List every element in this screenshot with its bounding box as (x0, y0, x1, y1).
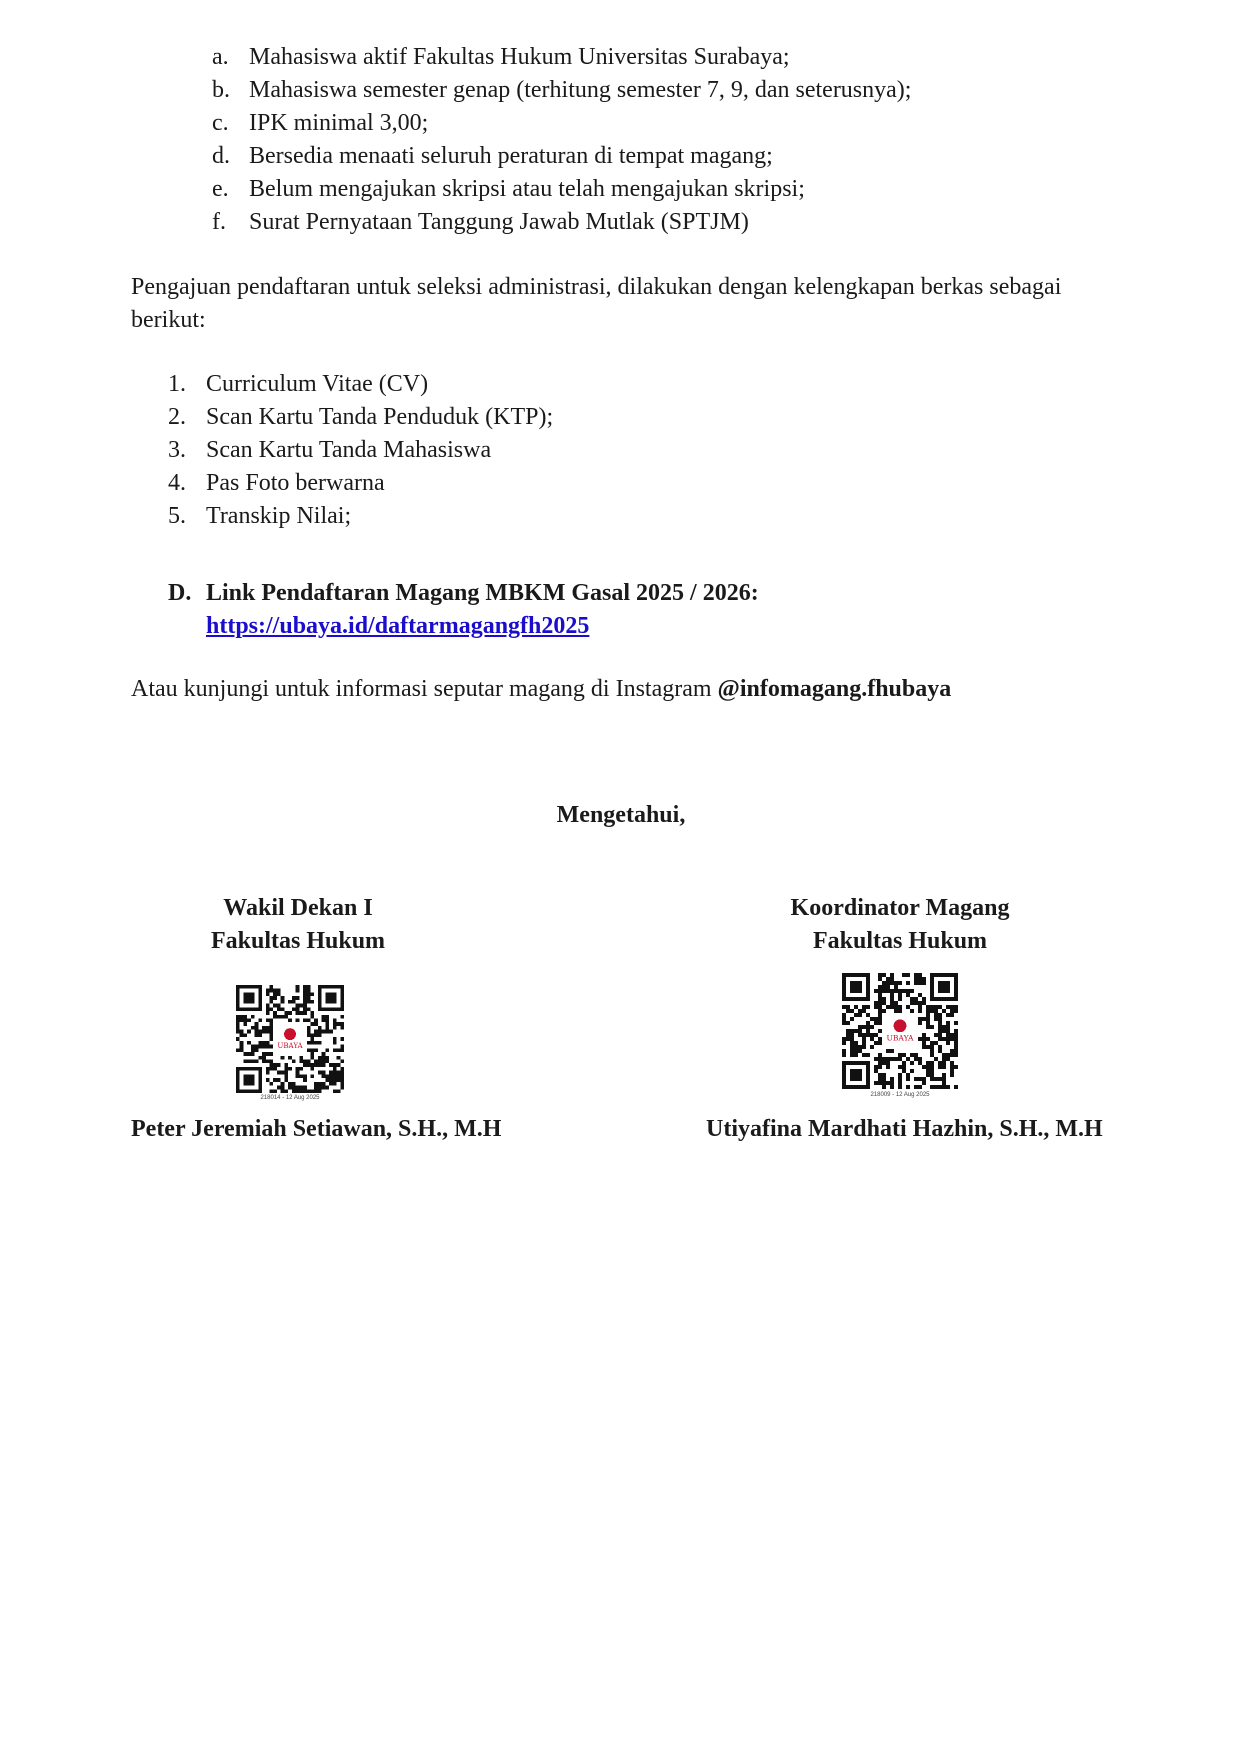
list-item: Mahasiswa semester genap (terhitung semester 7, 9, dan seterusnya); (249, 77, 912, 103)
list-marker: b. (212, 77, 230, 103)
list-item: Transkip Nilai; (206, 503, 352, 529)
signatory-role: Wakil Dekan I (223, 895, 373, 921)
instagram-prefix: Atau kunjungi untuk informasi seputar magang di Instagram (131, 676, 718, 702)
list-marker: 5. (168, 503, 186, 529)
list-marker: 3. (168, 437, 186, 463)
list-item: Belum mengajukan skripsi atau telah mengajukan skripsi; (249, 176, 805, 202)
instagram-handle: @infomagang.fhubaya (717, 676, 952, 702)
list-item: Scan Kartu Tanda Penduduk (KTP); (206, 404, 554, 430)
qr-caption: 218014 - 12 Aug 2025 (260, 1095, 320, 1101)
list-item: Curriculum Vitae (CV) (206, 371, 429, 397)
signatory-name: Utiyafina Mardhati Hazhin, S.H., M.H (706, 1116, 1103, 1142)
list-marker: 4. (168, 470, 186, 496)
ubaya-logo-text: UBAYA (886, 1033, 914, 1043)
list-item: Mahasiswa aktif Fakultas Hukum Universitas Surabaya; (249, 44, 790, 70)
list-marker: d. (212, 143, 230, 169)
intro-paragraph-line: Pengajuan pendaftaran untuk seleksi administrasi, dilakukan dengan kelengkapan berkas sebagai (131, 274, 1062, 300)
intro-paragraph-line: berikut: (131, 307, 206, 333)
acknowledgement: Mengetahui, (556, 802, 686, 828)
ubaya-emblem-icon (284, 1028, 296, 1040)
qr-code-signature (842, 973, 958, 1089)
list-marker: 1. (168, 371, 186, 397)
list-marker: f. (212, 209, 226, 235)
list-marker: a. (212, 44, 229, 70)
section-marker: D. (168, 580, 192, 606)
list-marker: 2. (168, 404, 186, 430)
list-item: Pas Foto berwarna (206, 470, 385, 496)
list-marker: c. (212, 110, 229, 136)
qr-code-signature (236, 985, 344, 1093)
ubaya-emblem-icon (894, 1019, 907, 1032)
list-item: IPK minimal 3,00; (249, 110, 429, 136)
signatory-role: Koordinator Magang (790, 895, 1010, 921)
ubaya-logo-text: UBAYA (277, 1040, 303, 1050)
registration-link[interactable]: https://ubaya.id/daftarmagangfh2025 (206, 613, 590, 639)
section-heading: Link Pendaftaran Magang MBKM Gasal 2025 / 2026: (206, 580, 759, 606)
signatory-unit: Fakultas Hukum (812, 928, 988, 954)
list-item: Surat Pernyataan Tanggung Jawab Mutlak (SPTJM) (249, 209, 749, 235)
signatory-name: Peter Jeremiah Setiawan, S.H., M.H (131, 1116, 502, 1142)
qr-caption: 218009 - 12 Aug 2025 (870, 1092, 930, 1098)
signatory-unit: Fakultas Hukum (210, 928, 386, 954)
list-item: Bersedia menaati seluruh peraturan di tempat magang; (249, 143, 773, 169)
list-marker: e. (212, 176, 229, 202)
instagram-line (131, 674, 951, 704)
list-item: Scan Kartu Tanda Mahasiswa (206, 437, 492, 463)
